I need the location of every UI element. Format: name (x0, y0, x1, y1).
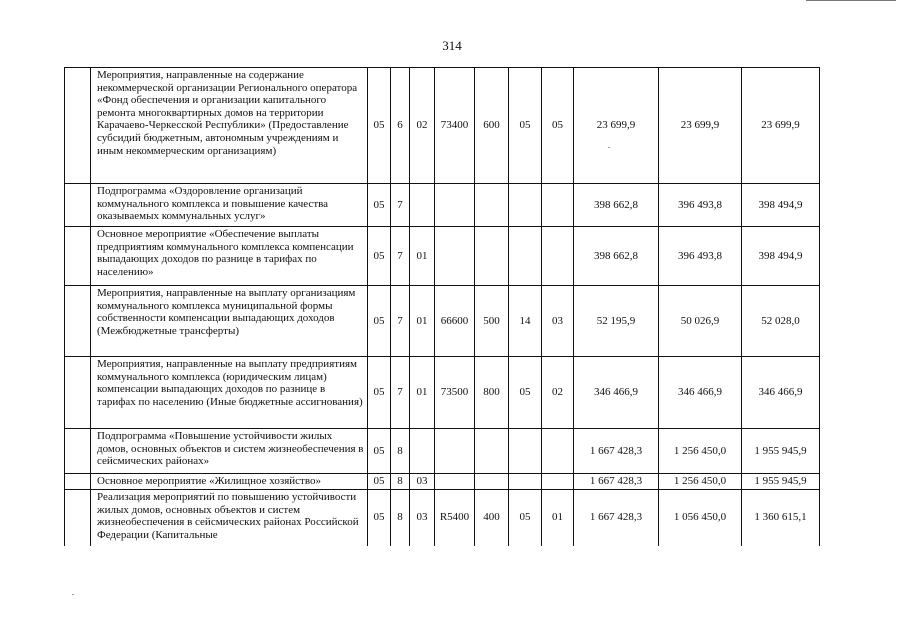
blank-index-cell (65, 286, 91, 357)
amount-year3-cell: 346 466,9 (742, 357, 820, 429)
item-name-cell: Основное мероприятие «Жилищное хозяйство» (91, 474, 368, 490)
subprogram-code-cell: 8 (391, 474, 410, 490)
program-code-cell: 05 (368, 184, 391, 227)
direction-code-cell: 73500 (435, 357, 475, 429)
event-code-cell (410, 184, 435, 227)
amount-year3-cell: 23 699,9 (742, 68, 820, 184)
subsection-code-cell (542, 474, 574, 490)
program-code-cell: 05 (368, 68, 391, 184)
subsection-code-cell: 05 (542, 68, 574, 184)
amount-year2-cell: 50 026,9 (659, 286, 742, 357)
expense-type-cell: 500 (475, 286, 509, 357)
blank-index-cell (65, 227, 91, 286)
direction-code-cell: R5400 (435, 490, 475, 546)
subprogram-code-cell: 7 (391, 227, 410, 286)
event-code-cell: 03 (410, 490, 435, 546)
table-row (65, 184, 820, 227)
expense-type-cell: 600 (475, 68, 509, 184)
budget-table-container (64, 67, 820, 546)
event-code-cell: 03 (410, 474, 435, 490)
amount-year2-cell: 396 493,8 (659, 184, 742, 227)
subprogram-code-cell: 8 (391, 429, 410, 474)
table-row (65, 474, 820, 490)
section-code-cell (509, 227, 542, 286)
section-code-cell (509, 184, 542, 227)
section-code-cell: 05 (509, 357, 542, 429)
expense-type-cell (475, 227, 509, 286)
program-code-cell: 05 (368, 286, 391, 357)
event-code-cell (410, 429, 435, 474)
item-name-cell: Мероприятия, направленные на выплату предприятиям коммунального комплекса (юридическим лицам) компенсации выпадающих доходов по разнице в тарифах по населению (Иные бюджетные ассигнования) (91, 357, 368, 429)
event-code-cell: 01 (410, 357, 435, 429)
amount-year2-cell: 1 256 450,0 (659, 429, 742, 474)
subprogram-code-cell: 7 (391, 286, 410, 357)
amount-year3-cell: 1 955 945,9 (742, 474, 820, 490)
blank-index-cell (65, 68, 91, 184)
table-row (65, 227, 820, 286)
amount-year1-cell: 398 662,8 (574, 184, 659, 227)
scan-speck (72, 594, 74, 595)
amount-year1-cell: 1 667 428,3 (574, 429, 659, 474)
blank-index-cell (65, 357, 91, 429)
program-code-cell: 05 (368, 490, 391, 546)
subsection-code-cell: 03 (542, 286, 574, 357)
section-code-cell (509, 429, 542, 474)
program-code-cell: 05 (368, 474, 391, 490)
table-row (65, 286, 820, 357)
blank-index-cell (65, 184, 91, 227)
amount-year2-cell: 346 466,9 (659, 357, 742, 429)
amount-year2-cell: 23 699,9 (659, 68, 742, 184)
expense-type-cell (475, 474, 509, 490)
direction-code-cell: 73400 (435, 68, 475, 184)
subsection-code-cell: 01 (542, 490, 574, 546)
table-row (65, 490, 820, 546)
section-code-cell: 05 (509, 68, 542, 184)
expense-type-cell: 400 (475, 490, 509, 546)
subsection-code-cell (542, 227, 574, 286)
amount-year2-cell: 1 056 450,0 (659, 490, 742, 546)
direction-code-cell (435, 429, 475, 474)
amount-year1-cell: 398 662,8 (574, 227, 659, 286)
amount-year3-cell: 52 028,0 (742, 286, 820, 357)
amount-year3-cell: 398 494,9 (742, 227, 820, 286)
event-code-cell: 01 (410, 286, 435, 357)
direction-code-cell: 66600 (435, 286, 475, 357)
table-row (65, 68, 820, 184)
scan-speck (608, 147, 610, 148)
item-name-cell: Подпрограмма «Оздоровление организаций коммунального комплекса и повышение качества оказываемых коммунальных услуг» (91, 184, 368, 227)
direction-code-cell (435, 474, 475, 490)
section-code-cell: 14 (509, 286, 542, 357)
item-name-cell: Мероприятия, направленные на выплату организациям коммунального комплекса муниципальной формы собственности компенсации выпадающих доходов (Межбюджетные трансферты) (91, 286, 368, 357)
program-code-cell: 05 (368, 429, 391, 474)
item-name-cell: Основное мероприятие «Обеспечение выплаты предприятиям коммунального комплекса компенсации выпадающих доходов по разнице в тарифах по населению» (91, 227, 368, 286)
table-row (65, 429, 820, 474)
event-code-cell: 02 (410, 68, 435, 184)
item-name-cell: Подпрограмма «Повышение устойчивости жилых домов, основных объектов и систем жизнеобеспечения в сейсмических районах» (91, 429, 368, 474)
amount-year1-cell: 1 667 428,3 (574, 490, 659, 546)
direction-code-cell (435, 184, 475, 227)
item-name-cell: Реализация мероприятий по повышению устойчивости жилых домов, основных объектов и систем жизнеобеспечения в сейсмических районах Российской Федерации (Капитальные (91, 490, 368, 546)
amount-year2-cell: 1 256 450,0 (659, 474, 742, 490)
amount-year1-cell: 1 667 428,3 (574, 474, 659, 490)
subprogram-code-cell: 6 (391, 68, 410, 184)
amount-year2-cell: 396 493,8 (659, 227, 742, 286)
amount-year1-cell: 23 699,9 (574, 68, 659, 184)
amount-year1-cell: 52 195,9 (574, 286, 659, 357)
program-code-cell: 05 (368, 357, 391, 429)
top-edge-mark (806, 0, 896, 1)
direction-code-cell (435, 227, 475, 286)
table-row (65, 357, 820, 429)
subsection-code-cell (542, 429, 574, 474)
amount-year1-cell: 346 466,9 (574, 357, 659, 429)
amount-year3-cell: 1 955 945,9 (742, 429, 820, 474)
subprogram-code-cell: 7 (391, 184, 410, 227)
subprogram-code-cell: 7 (391, 357, 410, 429)
budget-table (64, 67, 820, 546)
section-code-cell: 05 (509, 490, 542, 546)
program-code-cell: 05 (368, 227, 391, 286)
expense-type-cell (475, 184, 509, 227)
blank-index-cell (65, 474, 91, 490)
blank-index-cell (65, 490, 91, 546)
expense-type-cell (475, 429, 509, 474)
item-name-cell: Мероприятия, направленные на содержание некоммерческой организации Регионального оператора «Фонд обеспечения и организации капитального ремонта многоквартирных домов на территории Карачаево-Черкесской Республики» (Предоставление субсидий бюджетным, автономным учреждениям и иным некоммерческим организациям) (91, 68, 368, 184)
subsection-code-cell: 02 (542, 357, 574, 429)
blank-index-cell (65, 429, 91, 474)
subprogram-code-cell: 8 (391, 490, 410, 546)
amount-year3-cell: 1 360 615,1 (742, 490, 820, 546)
expense-type-cell: 800 (475, 357, 509, 429)
section-code-cell (509, 474, 542, 490)
event-code-cell: 01 (410, 227, 435, 286)
page-number: 314 (442, 38, 462, 53)
subsection-code-cell (542, 184, 574, 227)
amount-year3-cell: 398 494,9 (742, 184, 820, 227)
